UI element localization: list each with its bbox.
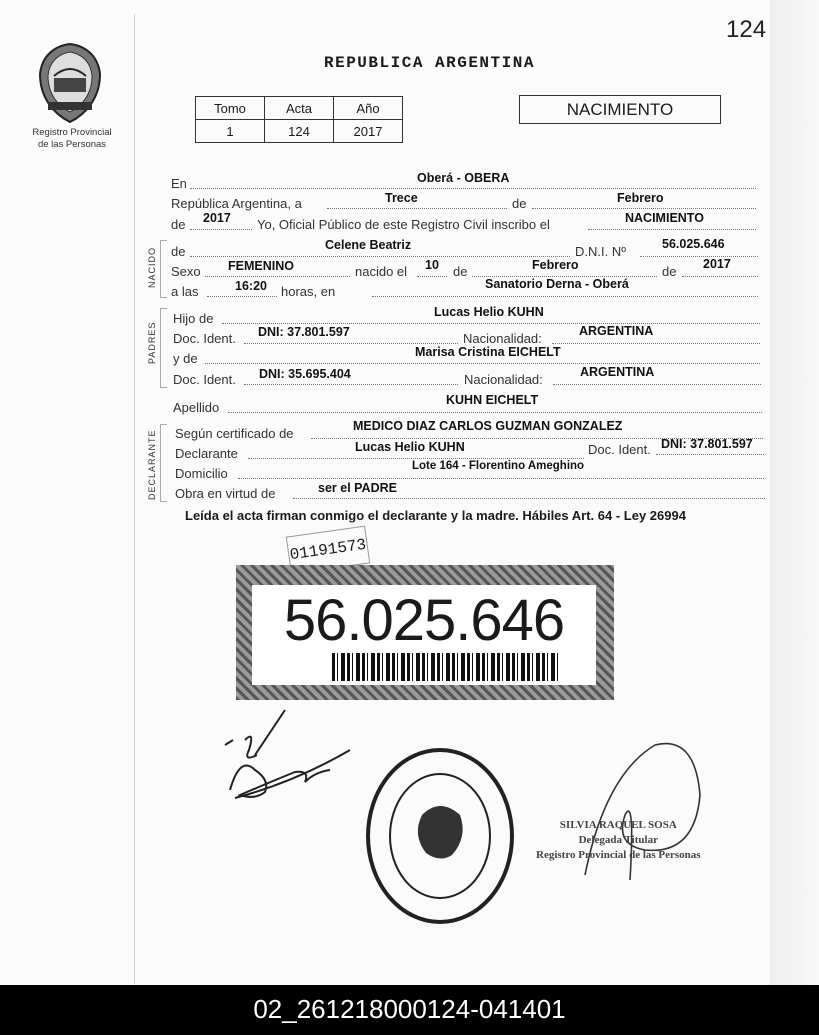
dotted-line — [228, 412, 762, 413]
dia-value: Trece — [385, 191, 418, 205]
padres-section-label: PADRES — [147, 321, 157, 364]
alas-label: a las — [171, 284, 199, 299]
dotted-line — [244, 384, 458, 385]
nac2-label: Nacionalidad: — [464, 372, 543, 387]
header-tomo: Tomo — [196, 97, 265, 120]
dotted-line — [207, 296, 277, 297]
dotted-line — [327, 208, 507, 209]
declarante-bracket — [160, 424, 167, 502]
de-label: de — [512, 196, 527, 211]
horas-label: horas, en — [281, 284, 336, 299]
apellido-value: KUHN EICHELT — [446, 393, 539, 407]
dotted-line — [248, 458, 584, 459]
page-number: 124 — [726, 16, 767, 43]
dotted-line — [190, 256, 570, 257]
dotted-line — [222, 323, 760, 324]
doc2-label: Doc. Ident. — [173, 372, 236, 387]
padre-doc-value: DNI: 37.801.597 — [258, 325, 350, 339]
official-stamp-text — [536, 818, 701, 863]
sexo-label: Sexo — [171, 264, 201, 279]
footer-id: 02_261218000124-041401 — [0, 985, 819, 1035]
certificado-value: MEDICO DIAZ CARLOS GUZMAN GONZALEZ — [353, 419, 623, 433]
document-title: REPUBLICA ARGENTINA — [324, 54, 535, 72]
round-official-stamp — [364, 745, 516, 927]
de4-label: de — [453, 264, 468, 279]
inscripcion-value: NACIMIENTO — [625, 211, 704, 225]
dotted-line — [190, 188, 756, 189]
nacido-section-label: NACIDO — [147, 246, 157, 288]
logo-caption-line1: Registro Provincial — [32, 127, 112, 138]
nacido-bracket — [160, 240, 167, 298]
dotted-line — [190, 229, 252, 230]
security-seal — [236, 565, 614, 700]
nombre-value: Celene Beatriz — [325, 238, 412, 252]
official-role: Delegada Titular — [578, 834, 658, 846]
nacido-label: nacido el — [355, 264, 408, 279]
padre-nac-value: ARGENTINA — [579, 324, 654, 338]
header-anio: Año — [334, 97, 403, 120]
madre-nac-value: ARGENTINA — [580, 365, 655, 379]
domicilio-value: Lote 164 - Florentino Ameghino — [412, 460, 585, 472]
inscribo-label: Yo, Oficial Público de este Registro Civil inscribo el — [257, 217, 550, 232]
page-fold — [134, 14, 135, 984]
dotted-line — [244, 343, 458, 344]
apellido-label: Apellido — [173, 400, 220, 415]
dotted-line — [656, 454, 764, 455]
nac-label: Nacionalidad: — [463, 331, 542, 346]
value-tomo: 1 — [196, 120, 265, 143]
declarant-signature — [215, 700, 355, 810]
hora-value: 16:20 — [235, 279, 267, 293]
dotted-line — [553, 384, 761, 385]
dotted-line — [417, 276, 447, 277]
seal-inner — [252, 585, 596, 685]
dotted-line — [532, 208, 756, 209]
dni-value: 56.025.646 — [662, 237, 725, 251]
de3-label: de — [171, 244, 186, 259]
yde-label: y de — [173, 351, 198, 366]
barcode — [332, 653, 558, 681]
official-org: Registro Provincial de las Personas — [536, 849, 701, 861]
logo-caption — [24, 127, 120, 151]
obra-label: Obra en virtud de — [175, 486, 276, 501]
dotted-line — [293, 498, 765, 499]
dotted-line — [238, 478, 764, 479]
official-name: SILVIA RAQUEL SOSA — [559, 819, 677, 831]
value-acta: 124 — [265, 120, 334, 143]
province-logo — [36, 42, 104, 124]
dotted-line — [682, 276, 758, 277]
dotted-line — [205, 276, 350, 277]
dotted-line — [640, 256, 758, 257]
madre-doc-value: DNI: 35.695.404 — [259, 367, 351, 381]
declarante-doc-value: DNI: 37.801.597 — [661, 437, 753, 451]
domicilio-label: Domicilio — [175, 466, 228, 481]
hijo-label: Hijo de — [173, 311, 214, 326]
dotted-line — [552, 343, 760, 344]
de2-label: de — [171, 217, 186, 232]
lugar-nac-value: Sanatorio Derna - Oberá — [485, 277, 629, 291]
sexo-value: FEMENINO — [228, 259, 294, 273]
stamp-number: 01191573 — [286, 526, 371, 575]
nac-mes-value: Febrero — [532, 258, 579, 272]
dni-label: D.N.I. Nº — [575, 244, 626, 259]
republica-label: República Argentina, a — [171, 196, 302, 211]
obra-value: ser el PADRE — [318, 481, 397, 495]
nac-anio-value: 2017 — [703, 257, 731, 271]
seal-number: 56.025.646 — [283, 588, 565, 653]
logo-caption-line2: de las Personas — [37, 139, 107, 150]
de5-label: de — [662, 264, 677, 279]
mes-value: Febrero — [617, 191, 664, 205]
dotted-line — [588, 229, 756, 230]
value-anio: 2017 — [334, 120, 403, 143]
doc-label: Doc. Ident. — [173, 331, 236, 346]
certificado-label: Según certificado de — [175, 426, 294, 441]
page-edge — [770, 0, 819, 985]
declarante-section-label: DECLARANTE — [147, 429, 157, 500]
dotted-line — [372, 296, 758, 297]
nac-dia-value: 10 — [425, 258, 439, 272]
dotted-line — [205, 363, 760, 364]
lugar-value: Oberá - OBERA — [417, 171, 510, 185]
madre-value: Marisa Cristina EICHELT — [415, 345, 561, 359]
firma-statement: Leída el acta firman conmigo el declarante y la madre. Hábiles Art. 64 - Ley 26994 — [185, 508, 686, 523]
record-type-box: NACIMIENTO — [519, 95, 721, 124]
padre-value: Lucas Helio KUHN — [434, 305, 544, 319]
declarante-label: Declarante — [175, 446, 238, 461]
en-label: En — [171, 176, 187, 191]
declarante-value: Lucas Helio KUHN — [355, 440, 465, 454]
padres-bracket — [160, 308, 167, 388]
doc3-label: Doc. Ident. — [588, 442, 651, 457]
record-table — [195, 96, 403, 143]
header-acta: Acta — [265, 97, 334, 120]
anio-value: 2017 — [203, 211, 231, 225]
